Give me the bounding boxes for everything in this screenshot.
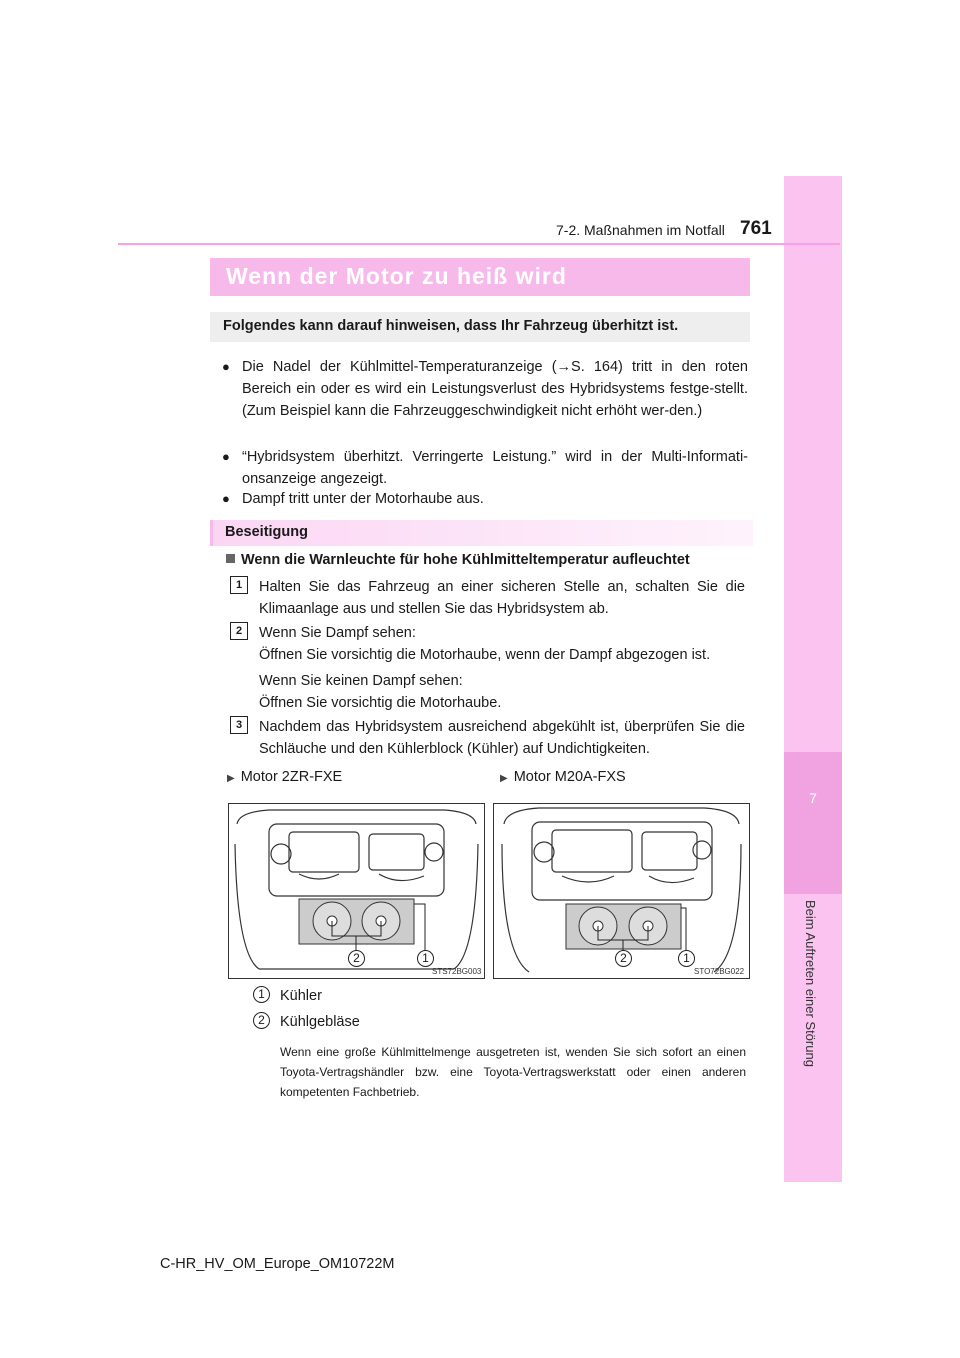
lead-text: Folgendes kann darauf hinweisen, dass Ihr Fahrzeug überhitzt ist. [223,318,679,334]
engine-label-2zr [227,769,342,785]
chapter-title: Beim Auftreten einer Störung [803,900,818,1067]
side-tab-chapter-marker [784,752,842,894]
engine-label-text: Motor M20A-FXS [513,769,626,785]
engine-label-m20a [500,769,626,785]
legend-circle: 2 [253,1012,270,1029]
bullet-icon: ● [222,359,230,374]
warning-heading-text: Wenn die Warnleuchte für hohe Kühlmitteltemperatur aufleuchtet [241,552,690,568]
legend-text: Kühlgebläse [280,1014,360,1030]
bullet-item [222,356,748,422]
step-text-3: Nachdem das Hybridsystem ausreichend abgekühlt ist, überprüfen Sie die Schläuche und den Kühlerblock (Kühler) auf Undichtigkeiten. [259,719,745,757]
legend-circle: 1 [253,986,270,1003]
footer-code: C-HR_HV_OM_Europe_OM10722M [160,1256,395,1272]
engine-label-text: Motor 2ZR-FXE [240,769,343,785]
step-number-1: 1 [230,576,248,594]
callout-circle: 2 [348,950,365,967]
figure-code: STS72BG003 [432,967,482,976]
note-text: Wenn eine große Kühlmittelmenge ausgetreten ist, wenden Sie sich sofort an einen Toyota-Vertragshändler bzw. eine Toyota-Vertragswerkstatt oder einen anderen kompetenten Fachbetrieb. [280,1045,746,1099]
square-bullet-icon [226,554,235,563]
bullet-icon: ● [222,449,230,464]
callout-circle: 1 [417,950,434,967]
bullet-text: Die Nadel der Kühlmittel-Temperaturanzeige (→S. 164) tritt in den roten Bereich ein oder es wird ein Leistungsverlust des Hybridsystems festge-stellt. (Zum Beispiel kann die Fahrzeuggeschwindigkeit nicht erhöht wer-den.) [242,359,748,419]
header-rule [118,243,840,245]
bullet-text: “Hybridsystem überhitzt. Verringerte Leistung.” wird in der Multi-Informati-onsanzeige angezeigt. [242,449,748,487]
step-text-1: Halten Sie das Fahrzeug an einer sicheren Stelle an, schalten Sie die Klimaanlage aus und stellen Sie das Hybridsystem ab. [259,579,745,617]
engine-figure-2zr [228,803,485,979]
page-title: Wenn der Motor zu heiß wird [226,263,567,289]
chapter-number: 7 [809,790,817,806]
step-2-line: Öffnen Sie vorsichtig die Motorhaube. [259,695,502,711]
figure-code: STO72BG022 [694,967,745,976]
step-number-3: 3 [230,716,248,734]
engine-figure-m20a [493,803,750,979]
triangle-icon: ▶ [500,773,508,784]
page-number: 761 [740,218,772,239]
callout-circle: 1 [678,950,695,967]
section-reference: 7-2. Maßnahmen im Notfall [556,222,725,238]
triangle-icon: ▶ [227,773,235,784]
warning-heading [226,552,690,568]
step-2-line: Öffnen Sie vorsichtig die Motorhaube, wenn der Dampf abgezogen ist. [259,647,711,663]
step-2-line: Wenn Sie keinen Dampf sehen: [259,673,463,689]
step-text-2 [259,622,745,714]
step-2-line: Wenn Sie Dampf sehen: [259,625,416,641]
callout-circle: 2 [615,950,632,967]
step-number-2: 2 [230,622,248,640]
bullet-icon: ● [222,491,230,506]
bullet-item [222,446,748,490]
bullet-item [222,488,748,510]
subheading: Beseitigung [225,524,308,540]
bullet-text: Dampf tritt unter der Motorhaube aus. [242,491,484,507]
legend-text: Kühler [280,988,322,1004]
